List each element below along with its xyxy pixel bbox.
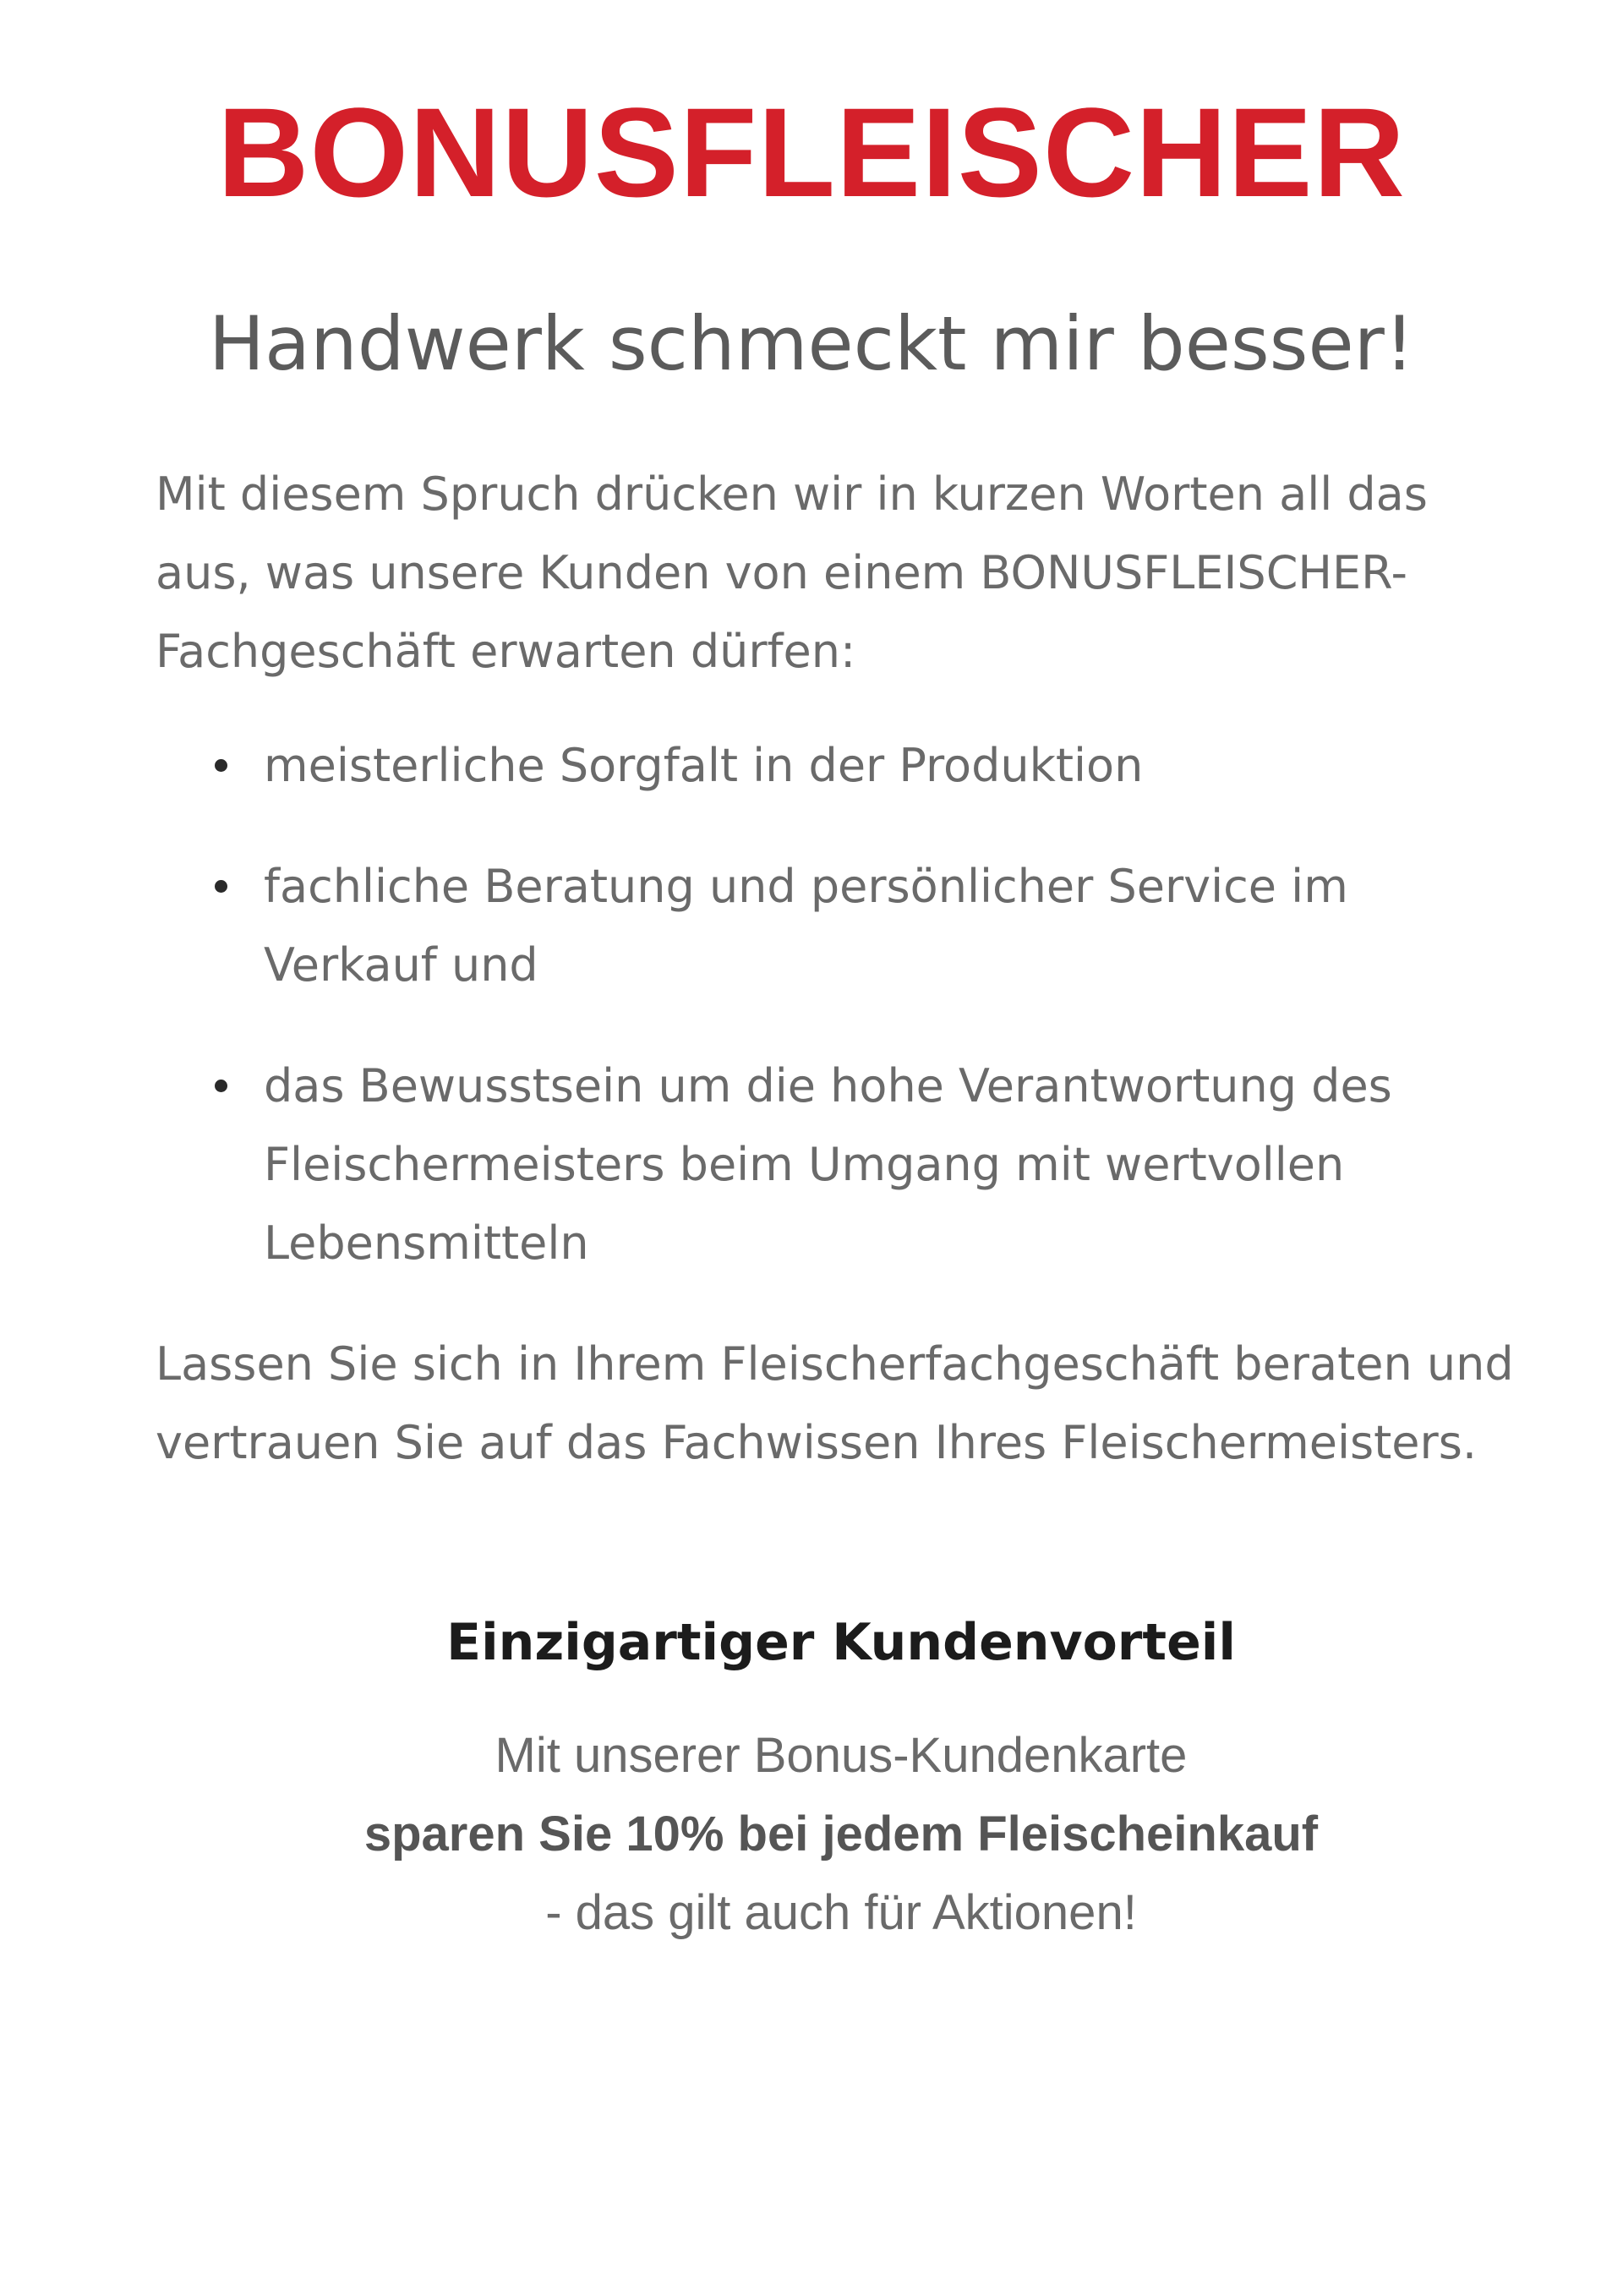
list-item <box>156 847 1525 1004</box>
promo-line-3: - das gilt auch für Aktionen! <box>545 1885 1137 1940</box>
list-item-text: das Bewusstsein um die hohe Verantwortung des Fleischermeisters beim Umgang mit wertvollen Lebensmitteln <box>264 1059 1392 1270</box>
promo-line-1: Mit unserer Bonus-Kundenkarte <box>495 1728 1188 1783</box>
promo-title: Einzigartiger Kundenvorteil <box>446 1613 1236 1672</box>
promo-text <box>0 1716 1623 1952</box>
bullet-icon <box>215 1080 227 1092</box>
tagline: Handwerk schmeckt mir besser! <box>208 300 1415 387</box>
list-item <box>156 1047 1525 1282</box>
promo-line-2: sparen Sie 10% bei jedem Fleischeinkauf <box>363 1807 1319 1861</box>
body-content <box>156 455 1525 1482</box>
outro-paragraph: Lassen Sie sich in Ihrem Fleischerfachgeschäft beraten und vertrauen Sie auf das Fachwissen Ihres Fleischermeisters. <box>156 1337 1514 1469</box>
brand-title: BONUSFLEISCHER <box>217 81 1406 223</box>
intro-paragraph: Mit diesem Spruch drücken wir in kurzen Worten all das aus, was unsere Kunden von einem BONUSFLEISCHER-Fachgeschäft erwarten dürfen: <box>156 467 1428 678</box>
list-item-text: fachliche Beratung und persönlicher Service im Verkauf und <box>264 860 1348 992</box>
bullet-icon <box>215 880 227 893</box>
benefits-list <box>156 726 1525 1282</box>
list-item <box>156 726 1525 805</box>
list-item-text: meisterliche Sorgfalt in der Produktion <box>264 739 1144 792</box>
bullet-icon <box>215 759 227 772</box>
